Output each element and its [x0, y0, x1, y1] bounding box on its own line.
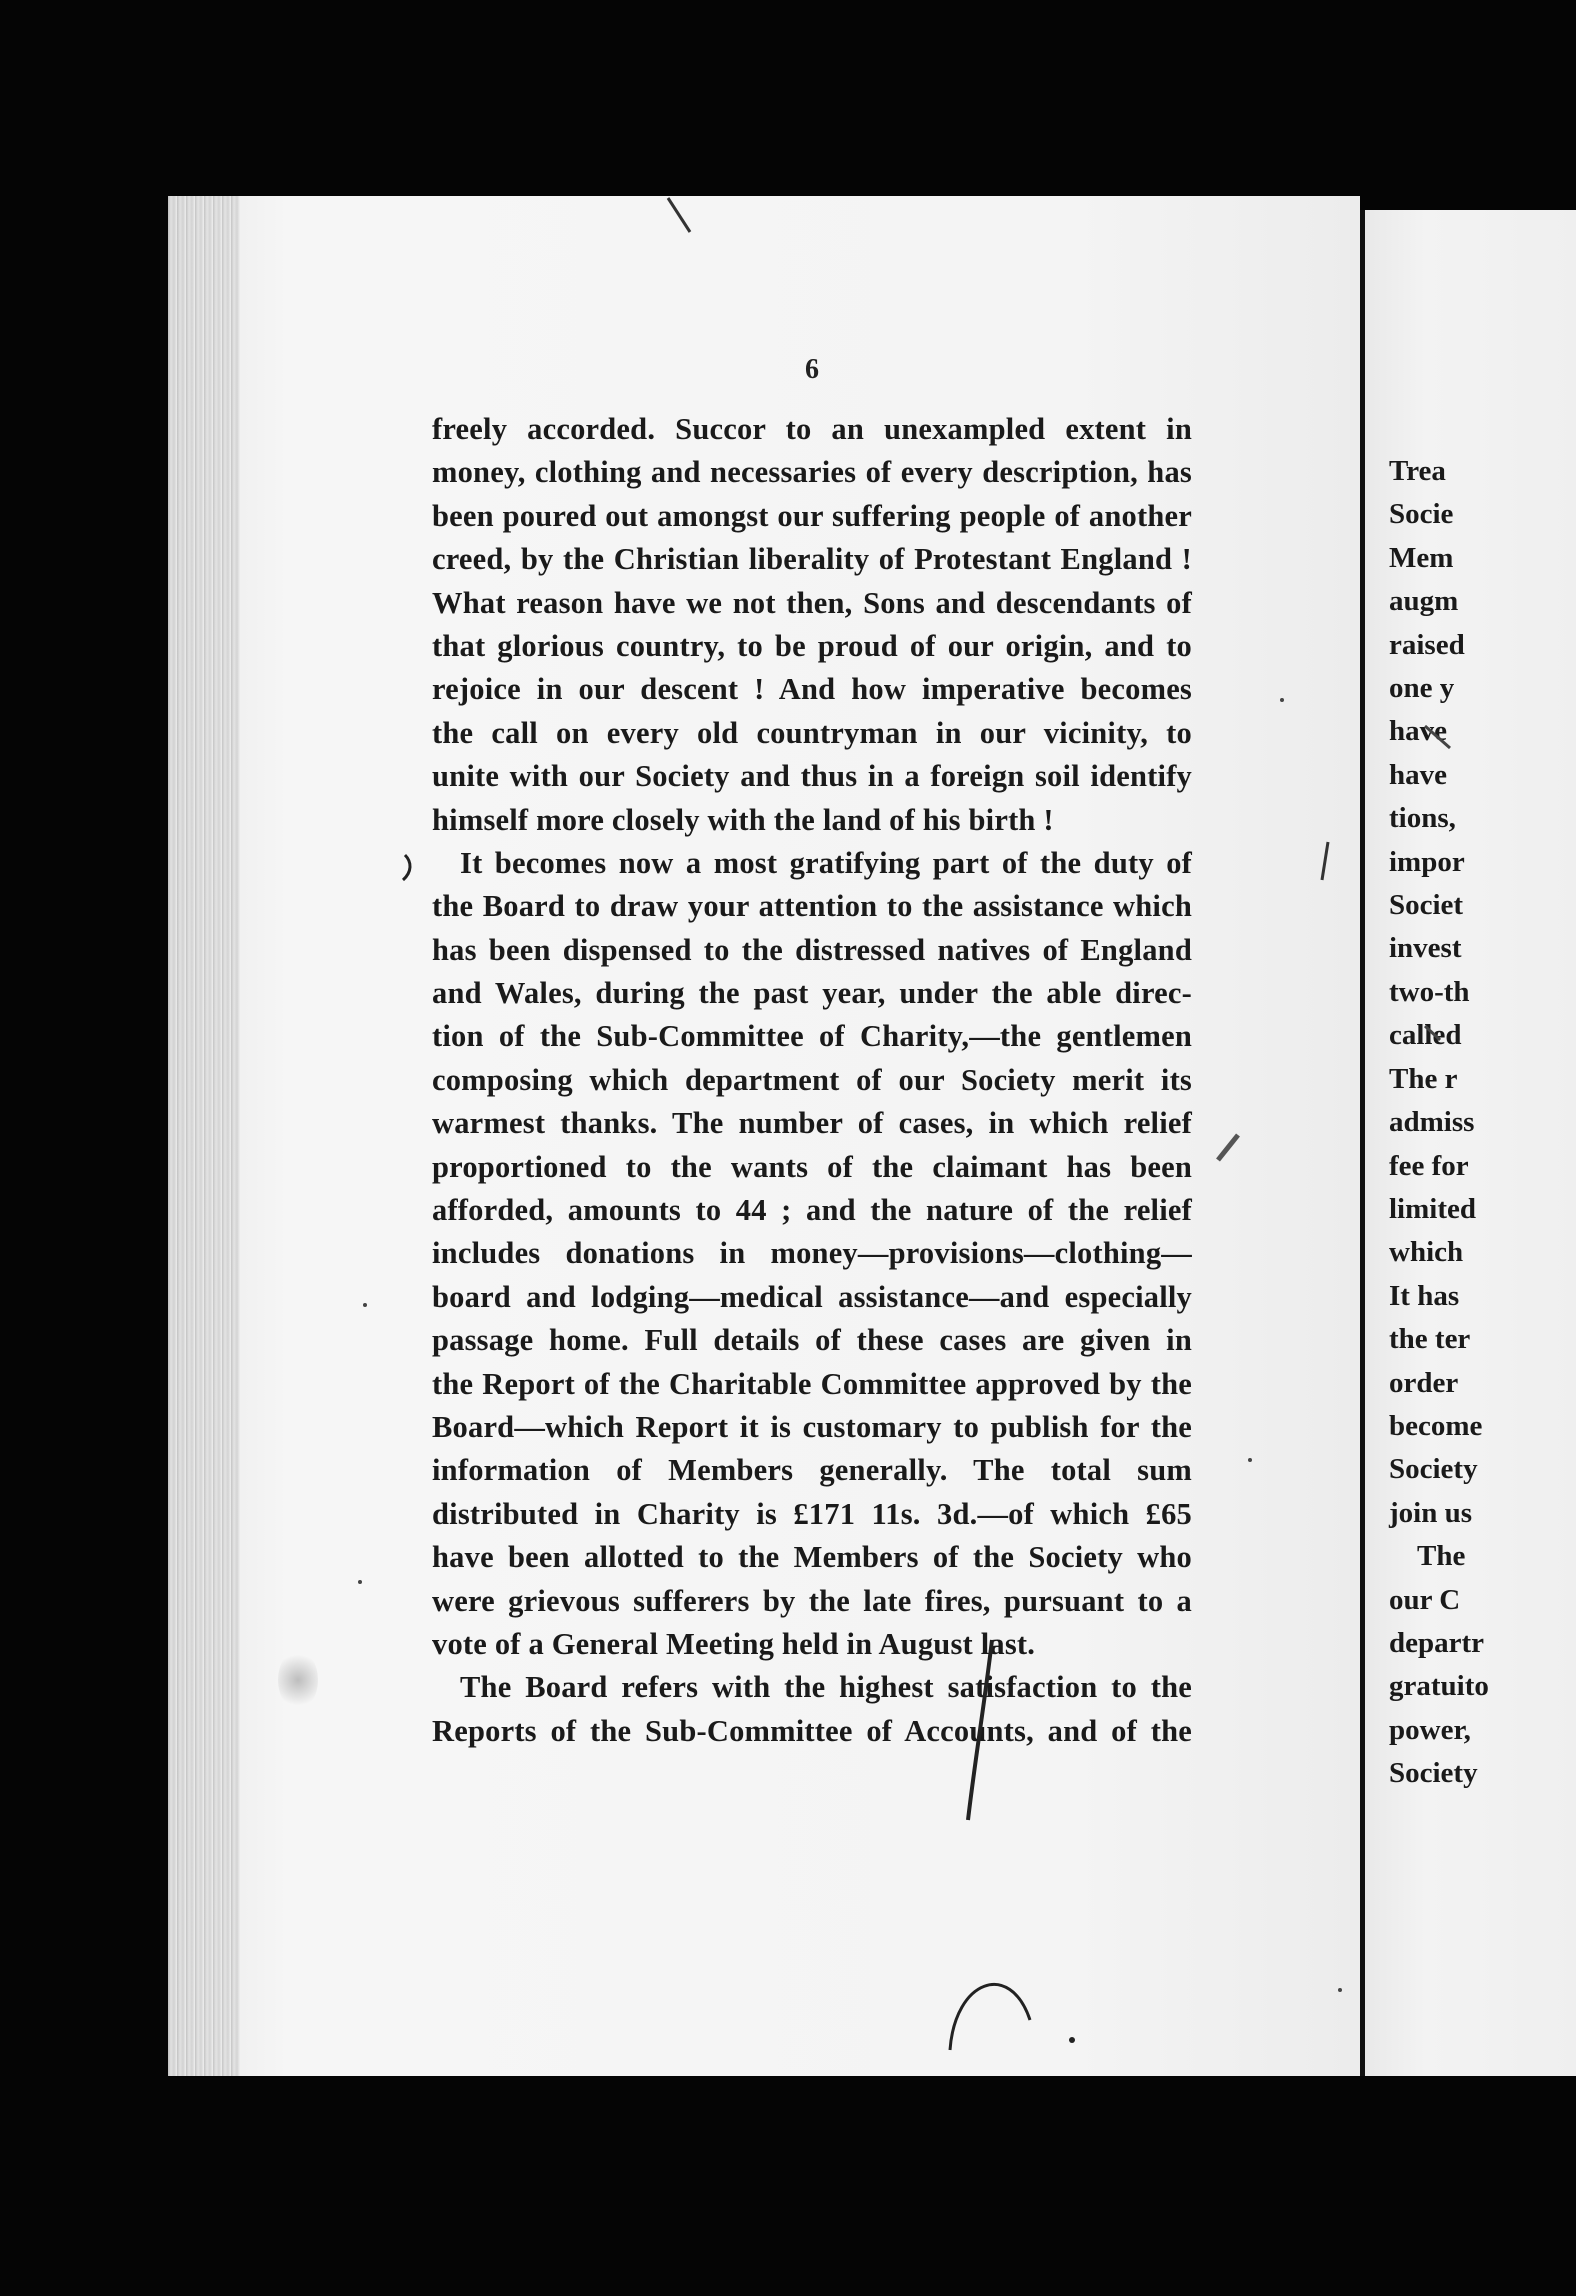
- text-line: have: [1389, 758, 1447, 791]
- text-line: fee for: [1389, 1149, 1469, 1182]
- pen-stroke-mark: [403, 855, 410, 880]
- page-number: 6: [805, 354, 819, 385]
- text-line: himself more closely with the land of his birth !: [432, 802, 1054, 837]
- text-line: composing which department of our Society merit its: [432, 1062, 1192, 1097]
- pen-stroke-mark: [1322, 842, 1328, 880]
- text-line: and Wales, during the past year, under the able direc-: [432, 976, 1192, 1011]
- text-line: gratuito: [1389, 1670, 1489, 1703]
- text-line: The Board refers with the highest satisfaction to the: [460, 1670, 1192, 1705]
- text-line: creed, by the Christian liberality of Protestant England !: [432, 542, 1192, 577]
- text-line: board and lodging—medical assistance—and especially: [432, 1279, 1192, 1314]
- text-line: were grievous sufferers by the late fires, pursuant to a: [432, 1583, 1192, 1618]
- text-line: freely accorded. Succor to an unexampled extent in: [432, 412, 1192, 446]
- pen-stroke-mark: [950, 1984, 1030, 2050]
- text-line: proportioned to the wants of the claimant has been: [432, 1149, 1192, 1184]
- text-line: tions,: [1389, 802, 1456, 835]
- pen-stroke-mark: [668, 198, 690, 232]
- speck: [358, 1580, 362, 1584]
- text-line: the call on every old countryman in our vicinity, to: [432, 715, 1192, 750]
- text-line: Societ: [1389, 889, 1464, 922]
- text-line: the ter: [1389, 1323, 1471, 1356]
- pen-stroke-mark: [1218, 1135, 1238, 1160]
- text-line: afforded, amounts to 44 ; and the nature of the relief: [432, 1193, 1192, 1228]
- speck: [1069, 2037, 1075, 2043]
- speck: [363, 1303, 367, 1307]
- text-line: the Board to draw your attention to the assistance which: [432, 889, 1192, 924]
- text-line: power,: [1389, 1713, 1471, 1746]
- text-line: have been allotted to the Members of the Society who: [432, 1540, 1192, 1575]
- text-line: admiss: [1389, 1106, 1475, 1139]
- text-line: has been dispensed to the distressed natives of England: [432, 932, 1192, 967]
- pen-stroke-mark: [1425, 1026, 1440, 1040]
- text-line: passage home. Full details of these cases are given in: [432, 1323, 1192, 1358]
- pen-stroke-mark: [1425, 726, 1450, 748]
- text-line: money, clothing and necessaries of every description, has: [432, 455, 1192, 490]
- text-line: The: [1417, 1540, 1466, 1573]
- text-line: Society: [1389, 1757, 1478, 1790]
- text-line: impor: [1389, 845, 1465, 878]
- smudge: [278, 1650, 318, 1710]
- text-line: tion of the Sub-Committee of Charity,—the gentlemen: [432, 1019, 1192, 1054]
- text-line: have: [1389, 715, 1447, 748]
- pen-stroke-mark: [968, 1640, 992, 1820]
- text-line: join us: [1389, 1496, 1473, 1529]
- text-line: order: [1389, 1366, 1459, 1399]
- text-line: warmest thanks. The number of cases, in which relief: [432, 1106, 1192, 1141]
- text-line: the Report of the Charitable Committee approved by the: [432, 1366, 1192, 1401]
- text-line: Society: [1389, 1453, 1478, 1486]
- text-line: The r: [1389, 1062, 1458, 1095]
- text-line: Socie: [1389, 498, 1454, 531]
- text-line: Board—which Report it is customary to publish for the: [432, 1409, 1192, 1444]
- text-line: that glorious country, to be proud of our origin, and to: [432, 628, 1192, 663]
- text-line: invest: [1389, 932, 1462, 965]
- speck: [1338, 1988, 1342, 1992]
- text-line: augm: [1389, 585, 1459, 618]
- text-line: includes donations in money—provisions—clothing—: [432, 1236, 1192, 1271]
- text-line: distributed in Charity is £171 11s. 3d.—of which £65: [432, 1496, 1192, 1531]
- text-line: limited: [1389, 1192, 1476, 1225]
- text-line: It becomes now a most gratifying part of the duty of: [460, 845, 1192, 880]
- speck: [1248, 1458, 1252, 1462]
- text-line: Reports of the Sub-Committee of Accounts, and of the: [432, 1713, 1192, 1748]
- text-line: one y: [1389, 672, 1455, 705]
- text-line: raised: [1389, 628, 1465, 661]
- text-line: vote of a General Meeting held in August last.: [432, 1626, 1036, 1661]
- speck: [1280, 698, 1284, 702]
- text-line: departr: [1389, 1626, 1485, 1659]
- text-line: which: [1389, 1236, 1464, 1269]
- text-line: information of Members generally. The total sum: [432, 1453, 1192, 1488]
- text-line: been poured out amongst our suffering people of another: [432, 498, 1192, 533]
- text-line: two-th: [1389, 975, 1470, 1008]
- text-line: called: [1389, 1019, 1462, 1052]
- text-line: our C: [1389, 1583, 1461, 1616]
- text-line: It has: [1389, 1279, 1460, 1312]
- text-line: become: [1389, 1409, 1483, 1442]
- text-line: rejoice in our descent ! And how imperative becomes: [432, 672, 1192, 707]
- text-line: What reason have we not then, Sons and descendants of: [432, 585, 1192, 620]
- text-line: Mem: [1389, 541, 1454, 574]
- text-line: Trea: [1389, 455, 1446, 487]
- text-line: unite with our Society and thus in a foreign soil identify: [432, 759, 1192, 794]
